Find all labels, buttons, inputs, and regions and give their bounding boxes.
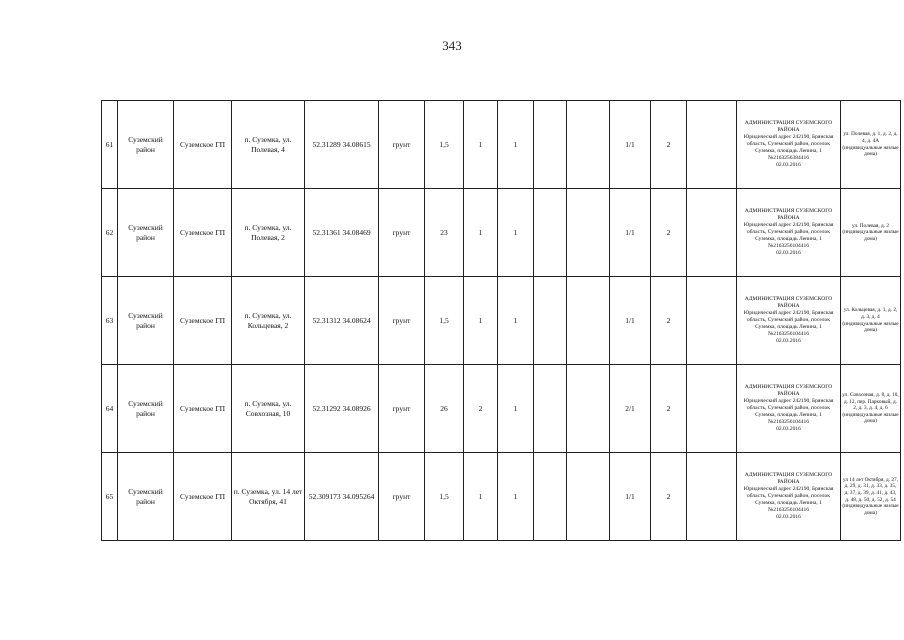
surface-cell: грунт bbox=[379, 189, 425, 277]
owner-cell bbox=[737, 101, 841, 189]
sources-cell: ул 14 лет Октября, д. 27, д. 29, д. 31, д. 33, д. 35, д. 37, д. 39, д. 41, д. 43, д. 48, д. 50, д. 52, д. 54 (индивидуальные жилые дома) bbox=[841, 453, 901, 541]
owner-address: Юридический адрес 242190, Брянская область, Суземский район, поселок Суземка, площадь Ленина, 1 bbox=[743, 398, 834, 418]
ratio-cell: 1/1 bbox=[610, 101, 651, 189]
owner-address: Юридический адрес 242190, Брянская область, Суземский район, поселок Суземка, площадь Ленина, 1 bbox=[743, 310, 834, 330]
surface-cell: грунт bbox=[379, 101, 425, 189]
surface-cell: грунт bbox=[379, 365, 425, 453]
area-cell: 1,5 bbox=[425, 101, 464, 189]
table-row bbox=[102, 453, 901, 541]
table-row bbox=[102, 277, 901, 365]
empty-cell-1 bbox=[534, 365, 567, 453]
empty-cell-1 bbox=[534, 453, 567, 541]
registry-table bbox=[101, 100, 901, 541]
count-cell-2: 1 bbox=[498, 277, 534, 365]
address-cell: п. Суземка, ул. Полевая, 2 bbox=[232, 189, 305, 277]
owner-ogrn: №2163256104416 bbox=[768, 330, 809, 337]
owner-date: 02.03.2016 bbox=[776, 513, 801, 520]
ratio-cell: 2/1 bbox=[610, 365, 651, 453]
count-cell-3: 2 bbox=[651, 453, 687, 541]
sources-cell: ул. Кольцевая, д. 1, д. 2, д. 3, д. 4 (индивидуальные жилые дома) bbox=[841, 277, 901, 365]
count-cell-1: 1 bbox=[464, 277, 498, 365]
district-cell: Суземский район bbox=[118, 101, 174, 189]
table-row bbox=[102, 189, 901, 277]
owner-date: 02.03.2016 bbox=[776, 425, 801, 432]
surface-cell: грунт bbox=[379, 453, 425, 541]
owner-cell bbox=[737, 277, 841, 365]
settlement-cell: Суземское ГП bbox=[174, 101, 232, 189]
empty-cell-2 bbox=[567, 101, 610, 189]
owner-cell bbox=[737, 365, 841, 453]
owner-date: 02.03.2016 bbox=[776, 249, 801, 256]
owner-name: АДМИНИСТРАЦИЯ СУЗЕМСКОГО РАЙОНА bbox=[744, 120, 833, 134]
empty-cell-3 bbox=[687, 365, 737, 453]
row-number: 63 bbox=[102, 277, 118, 365]
count-cell-3: 2 bbox=[651, 189, 687, 277]
settlement-cell: Суземское ГП bbox=[174, 277, 232, 365]
coordinates-cell: 52.31292 34.08926 bbox=[305, 365, 379, 453]
owner-date: 02.03.2016 bbox=[776, 337, 801, 344]
table-row bbox=[102, 365, 901, 453]
count-cell-2: 1 bbox=[498, 453, 534, 541]
area-cell: 1,5 bbox=[425, 453, 464, 541]
count-cell-3: 2 bbox=[651, 277, 687, 365]
settlement-cell: Суземское ГП bbox=[174, 365, 232, 453]
district-cell: Суземский район bbox=[118, 453, 174, 541]
owner-address: Юридический адрес 242190, Брянская область, Суземский район, поселок Суземка, площадь Ленина, 1 bbox=[743, 134, 834, 154]
address-cell: п. Суземка, ул. Полевая, 4 bbox=[232, 101, 305, 189]
row-number: 62 bbox=[102, 189, 118, 277]
owner-name: АДМИНИСТРАЦИЯ СУЗЕМСКОГО РАЙОНА bbox=[744, 296, 833, 310]
ratio-cell: 1/1 bbox=[610, 453, 651, 541]
owner-ogrn: №2163256384416 bbox=[768, 154, 809, 161]
row-number: 61 bbox=[102, 101, 118, 189]
settlement-cell: Суземское ГП bbox=[174, 189, 232, 277]
owner-name: АДМИНИСТРАЦИЯ СУЗЕМСКОГО РАЙОНА bbox=[744, 472, 833, 486]
count-cell-1: 1 bbox=[464, 101, 498, 189]
page-number: 343 bbox=[442, 38, 462, 53]
address-cell: п. Суземка, ул. 14 лет Октября, 41 bbox=[232, 453, 305, 541]
empty-cell-1 bbox=[534, 101, 567, 189]
empty-cell-3 bbox=[687, 101, 737, 189]
empty-cell-1 bbox=[534, 277, 567, 365]
owner-cell bbox=[737, 453, 841, 541]
owner-address: Юридический адрес 242190, Брянская область, Суземский район, поселок Суземка, площадь Ленина, 1 bbox=[743, 486, 834, 506]
area-cell: 26 bbox=[425, 365, 464, 453]
coordinates-cell: 52.31361 34.08469 bbox=[305, 189, 379, 277]
empty-cell-1 bbox=[534, 189, 567, 277]
district-cell: Суземский район bbox=[118, 365, 174, 453]
area-cell: 1,5 bbox=[425, 277, 464, 365]
ratio-cell: 1/1 bbox=[610, 189, 651, 277]
settlement-cell: Суземское ГП bbox=[174, 453, 232, 541]
count-cell-2: 1 bbox=[498, 365, 534, 453]
owner-ogrn: №2163256104416 bbox=[768, 506, 809, 513]
empty-cell-3 bbox=[687, 189, 737, 277]
address-cell: п. Суземка, ул. Кольцевая, 2 bbox=[232, 277, 305, 365]
ratio-cell: 1/1 bbox=[610, 277, 651, 365]
empty-cell-2 bbox=[567, 453, 610, 541]
sources-cell: ул. Полевая, д. 1, д. 2, д. 4, д. 4А (индивидуальные жилые дома) bbox=[841, 101, 901, 189]
sources-cell: ул. Совхозная, д. 8, д. 10, д. 12, пер. Парковый, д. 2, д. 3, д. 4, д. 6 (индивидуальные жилые дома) bbox=[841, 365, 901, 453]
count-cell-2: 1 bbox=[498, 189, 534, 277]
table-row bbox=[102, 101, 901, 189]
owner-ogrn: №2163256104416 bbox=[768, 242, 809, 249]
coordinates-cell: 52.31312 34.08624 bbox=[305, 277, 379, 365]
address-cell: п. Суземка, ул. Совхозная, 10 bbox=[232, 365, 305, 453]
empty-cell-2 bbox=[567, 365, 610, 453]
surface-cell: грунт bbox=[379, 277, 425, 365]
owner-cell bbox=[737, 189, 841, 277]
empty-cell-2 bbox=[567, 277, 610, 365]
sources-cell: ул. Полевая, д. 2 (индивидуальные жилые дома) bbox=[841, 189, 901, 277]
empty-cell-2 bbox=[567, 189, 610, 277]
owner-name: АДМИНИСТРАЦИЯ СУЗЕМСКОГО РАЙОНА bbox=[744, 208, 833, 222]
owner-date: 02.03.2016 bbox=[776, 161, 801, 168]
count-cell-1: 2 bbox=[464, 365, 498, 453]
row-number: 64 bbox=[102, 365, 118, 453]
empty-cell-3 bbox=[687, 277, 737, 365]
coordinates-cell: 52.309173 34.095264 bbox=[305, 453, 379, 541]
empty-cell-3 bbox=[687, 453, 737, 541]
coordinates-cell: 52.31289 34.08615 bbox=[305, 101, 379, 189]
count-cell-2: 1 bbox=[498, 101, 534, 189]
owner-ogrn: №2163256104416 bbox=[768, 418, 809, 425]
district-cell: Суземский район bbox=[118, 189, 174, 277]
area-cell: 23 bbox=[425, 189, 464, 277]
row-number: 65 bbox=[102, 453, 118, 541]
owner-address: Юридический адрес 242190, Брянская область, Суземский район, поселок Суземка, площадь Ленина, 1 bbox=[743, 222, 834, 242]
district-cell: Суземский район bbox=[118, 277, 174, 365]
count-cell-3: 2 bbox=[651, 101, 687, 189]
count-cell-1: 1 bbox=[464, 453, 498, 541]
count-cell-1: 1 bbox=[464, 189, 498, 277]
owner-name: АДМИНИСТРАЦИЯ СУЗЕМСКОГО РАЙОНА bbox=[744, 384, 833, 398]
count-cell-3: 2 bbox=[651, 365, 687, 453]
